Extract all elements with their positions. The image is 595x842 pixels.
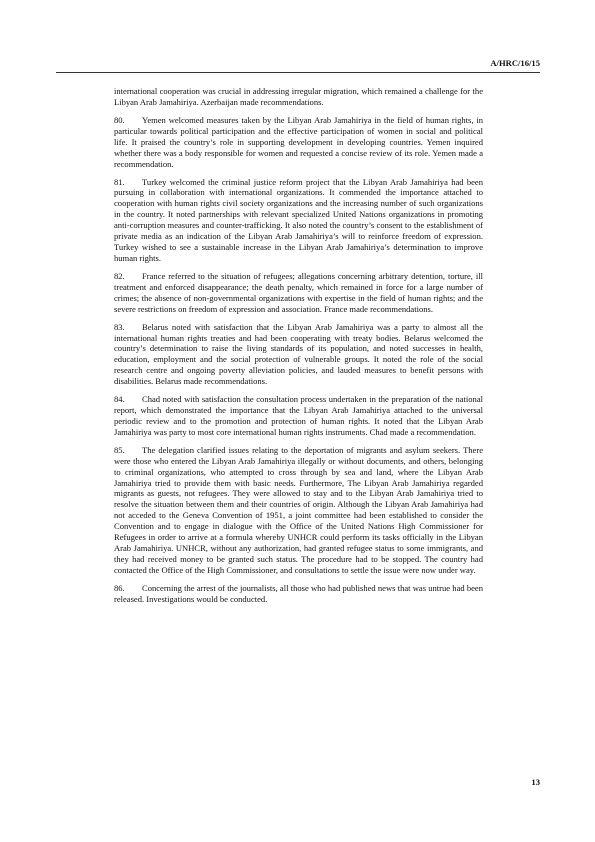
paragraph-text: France referred to the situation of refugees; allegations concerning arbitrary detention, torture, ill treatment and enforced disappearance; the death penalty, which remained in force for a large number of crimes; the absence of non-governmental organizations with expertise in the field of human rights; and the severe restrictions on freedom of expression and association. France made recommendations. [114, 270, 483, 314]
header-rule [56, 72, 540, 73]
paragraph-number: 82. [114, 270, 125, 281]
paragraph-82 [114, 271, 483, 315]
page-header [56, 58, 540, 72]
paragraph-text: Turkey welcomed the criminal justice reform project that the Libyan Arab Jamahiriya had been pursuing in collaboration with international organizations. It commended the importance attached to cooperation with human rights civil society organizations and the increasing number of such organizations in the country. It noted partnerships with relevant specialized United Nations organizations in promoting anti-corruption measures and counter-trafficking. It also noted the country’s consent to the establishment of private media as an indication of the Libyan Arab Jamahiriya’s will to reinforce freedom of expression. Turkey wished to see a sustainable increase in the Libyan Arab Jamahiriya’s determination to improve human rights. [114, 176, 483, 263]
paragraph-number: 84. [114, 394, 125, 405]
paragraph-number: 81. [114, 176, 125, 187]
paragraph-text: The delegation clarified issues relating to the deportation of migrants and asylum seekers. There were those who entered the Libyan Arab Jamahiriya illegally or without documents, and others, belonging to criminal organizations, who attempted to cross through by sea and land, where the Libyan Arab Jamahiriya tried to provide them with basic needs. Furthermore, The Libyan Arab Jamahiriya regarded migrants as guests, not refugees. They were allowed to stay and to the Libyan Arab Jamahiriya tried to resolve the situation between them and their countries of origin. Although the Libyan Arab Jamahiriya had not acceded to the Geneva Convention of 1951, a joint committee had been established to consider the Convention and to engage in dialogue with the Office of the United Nations High Commissioner for Refugees in order to arrive at a formula whereby UNHCR could perform its tasks officially in the Libyan Arab Jamahiriya. UNHCR, without any authorization, had granted refugee status to some immigrants, and they had received money to be granted such status. The procedure had to be stopped. The country had contacted the Office of the High Commissioner, and consultations to settle the issue were now under way. [114, 444, 483, 575]
paragraph-text: Concerning the arrest of the journalists, all those who had published news that was untrue had been released. Investigations would be conducted. [114, 582, 483, 604]
paragraph-86 [114, 583, 483, 605]
paragraph-80 [114, 115, 483, 170]
paragraph-number: 83. [114, 321, 125, 332]
paragraph-number: 80. [114, 114, 125, 125]
paragraph-text: Belarus noted with satisfaction that the Libyan Arab Jamahiriya was a party to almost all the international human rights treaties and had been cooperating with treaty bodies. Belarus welcomed the country’s determination to raise the living standards of its population, and noted successes in health, education, employment and the social protection of vulnerable groups. It noted the role of the social research centre and ongoing poverty alleviation policies, and lauded measures to benefit persons with disabilities. Belarus made recommendations. [114, 321, 483, 387]
paragraph-text: Chad noted with satisfaction the consultation process undertaken in the preparation of the national report, which demonstrated the importance that the Libyan Arab Jamahiriya attached to the universal periodic review and to the promotion and protection of human rights. It noted that the Libyan Arab Jamahiriya was party to most core international human rights instruments. Chad made a recommendation. [114, 394, 483, 437]
document-symbol: A/HRC/16/15 [490, 58, 540, 68]
paragraph-text: international cooperation was crucial in addressing irregular migration, which remained a challenge for the Libyan Arab Jamahiriya. Azerbaijan made recommendations. [114, 86, 483, 107]
paragraph-number: 85. [114, 444, 125, 455]
page-number: 13 [531, 777, 540, 787]
paragraph-83 [114, 322, 483, 387]
paragraph-84 [114, 394, 483, 438]
paragraph-continued [114, 86, 483, 108]
paragraph-85 [114, 445, 483, 576]
document-body [114, 86, 483, 612]
paragraph-81 [114, 177, 483, 264]
paragraph-number: 86. [114, 582, 125, 593]
paragraph-text: Yemen welcomed measures taken by the Libyan Arab Jamahiriya in the field of human rights, in particular towards political participation and the effective participation of women in social and political life. It praised the country’s role in supporting development in developing countries. Yemen inquired whether there was a body responsible for women and requested a concise review of its role. Yemen made a recommendation. [114, 114, 483, 169]
